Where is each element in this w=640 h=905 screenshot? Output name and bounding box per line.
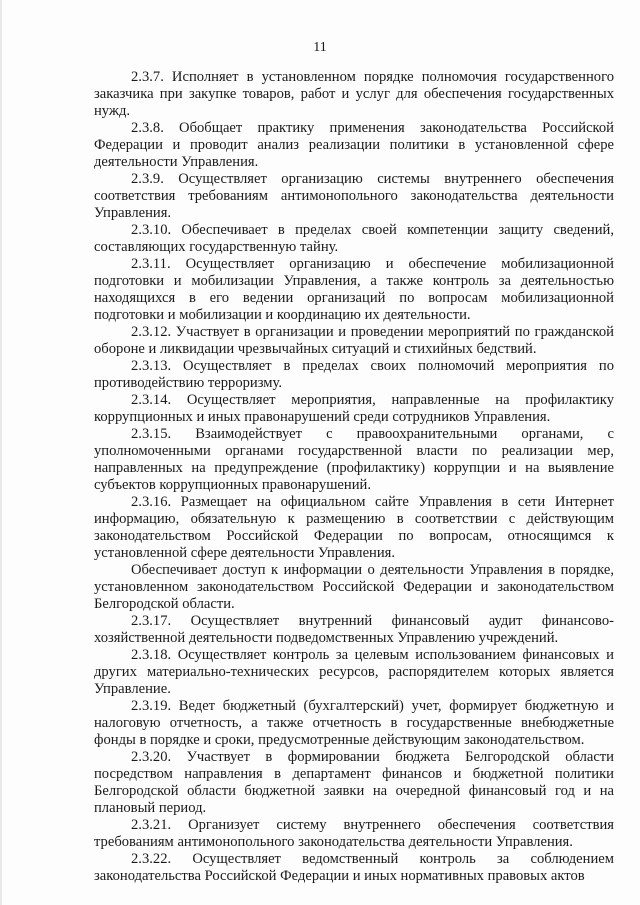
paragraph-2-3-15: 2.3.15. Взаимодействует с правоохранительными органами, с уполномоченными органами государственной власти по реализации мер, направленных на предупреждение (профилактику) коррупции и на выявление субъектов коррупционных правонарушений. bbox=[94, 426, 614, 493]
paragraph-2-3-14: 2.3.14. Осуществляет мероприятия, направленные на профилактику коррупционных и иных правонарушений среди сотрудников Управления. bbox=[94, 392, 614, 425]
paragraph-2-3-16: 2.3.16. Размещает на официальном сайте Управления в сети Интернет информацию, обязательную к размещению в соответствии с действующим законодательством Российской Федерации по вопросам, относящимся к установленной сфере деятельности Управления. bbox=[94, 494, 614, 561]
paragraph-2-3-16-access: Обеспечивает доступ к информации о деятельности Управления в порядке, установленном законодательством Российской Федерации и законодательством Белгородской области. bbox=[94, 562, 614, 612]
paragraph-2-3-11: 2.3.11. Осуществляет организацию и обеспечение мобилизационной подготовки и мобилизации Управления, а также контроль за деятельностью находящихся в его ведении организаций по вопросам мобилизационной подготовки и мобилизации и координацию их деятельности. bbox=[94, 256, 614, 323]
document-body bbox=[94, 69, 614, 885]
paragraph-2-3-19: 2.3.19. Ведет бюджетный (бухгалтерский) учет, формирует бюджетную и налоговую отчетность, а также отчетность в государственные внебюджетные фонды в порядке и сроки, предусмотренные действующим законодательством. bbox=[94, 698, 614, 748]
paragraph-2-3-13: 2.3.13. Осуществляет в пределах своих полномочий мероприятия по противодействию терроризму. bbox=[94, 358, 614, 391]
page-number: 11 bbox=[313, 40, 327, 55]
paragraph-2-3-22: 2.3.22. Осуществляет ведомственный контроль за соблюдением законодательства Российской Федерации и иных нормативных правовых актов bbox=[94, 851, 614, 884]
paragraph-2-3-20: 2.3.20. Участвует в формировании бюджета Белгородской области посредством направления в департамент финансов и бюджетной политики Белгородской области бюджетной заявки на очередной финансовый год и на плановый период. bbox=[94, 749, 614, 816]
paragraph-2-3-7: 2.3.7. Исполняет в установленном порядке полномочия государственного заказчика при закупке товаров, работ и услуг для обеспечения государственных нужд. bbox=[94, 69, 614, 119]
paragraph-2-3-21: 2.3.21. Организует систему внутреннего обеспечения соответствия требованиям антимонопольного законодательства деятельности Управления. bbox=[94, 817, 614, 850]
paragraph-2-3-9: 2.3.9. Осуществляет организацию системы внутреннего обеспечения соответствия требованиям антимонопольного законодательства деятельности Управления. bbox=[94, 171, 614, 221]
paragraph-2-3-10: 2.3.10. Обеспечивает в пределах своей компетенции защиту сведений, составляющих государственную тайну. bbox=[94, 222, 614, 255]
paragraph-2-3-18: 2.3.18. Осуществляет контроль за целевым использованием финансовых и других материально-технических ресурсов, распорядителем которых является Управление. bbox=[94, 647, 614, 697]
scan-edge bbox=[0, 0, 2, 905]
paragraph-2-3-12: 2.3.12. Участвует в организации и проведении мероприятий по гражданской обороне и ликвидации чрезвычайных ситуаций и стихийных бедствий. bbox=[94, 324, 614, 357]
paragraph-2-3-8: 2.3.8. Обобщает практику применения законодательства Российской Федерации и проводит анализ реализации политики в установленной сфере деятельности Управления. bbox=[94, 120, 614, 170]
paragraph-2-3-17: 2.3.17. Осуществляет внутренний финансовый аудит финансово-хозяйственной деятельности подведомственных Управлению учреждений. bbox=[94, 613, 614, 646]
